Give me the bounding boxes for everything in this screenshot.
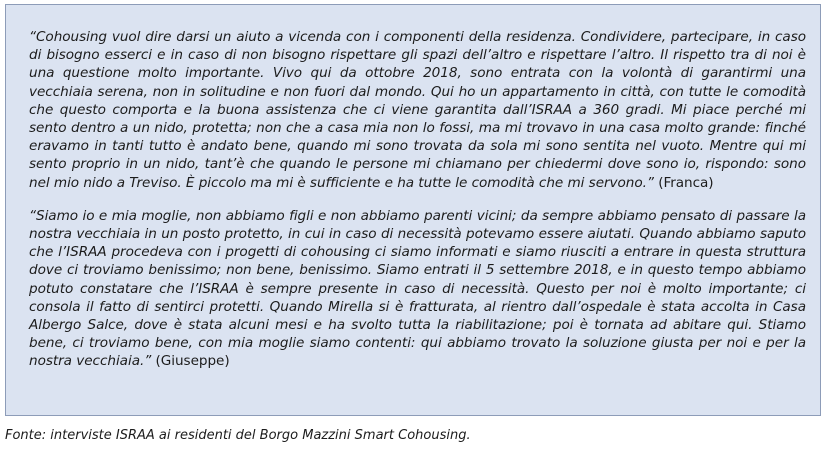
- source-caption: Fonte: interviste ISRAA ai residenti del Borgo Mazzini Smart Cohousing.: [5, 428, 471, 443]
- testimonial-giuseppe: [29, 207, 806, 371]
- testimonial-text: “Siamo io e mia moglie, non abbiamo figli e non abbiamo parenti vicini; da sempre abbiamo pensato di passare la nostra vecchiaia in un posto protetto, in cui in caso di necessità potevamo essere aiutati. Quando abbiamo saputo che l’ISRAA procedeva con i progetti di cohousing ci siamo informati e siamo riusciti a entrare in questa struttura dove ci troviamo benissimo; non bene, benissimo. Siamo entrati il 5 settembre 2018, e in questo tempo abbiamo potuto constatare che l’ISRAA è sempre presente in caso di necessità. Questo per noi è molto importante; ci consola il fatto di sentirci protetti. Quando Mirella si è fratturata, al rientro dall’ospedale è stata accolta in Casa Albergo Salce, dove è stata alcuni mesi e ha svolto tutta la riabilitazione; poi è tornata ad abitare qui. Stiamo bene, ci troviamo bene, con mia moglie siamo contenti: qui abbiamo trovato la soluzione giusta per noi e per la nostra vecchiaia.”: [29, 207, 806, 370]
- testimonial-author: (Giuseppe): [155, 353, 230, 370]
- testimonial-franca: [29, 28, 806, 192]
- testimonial-author: (Franca): [658, 174, 714, 191]
- testimonial-text: “Cohousing vuol dire darsi un aiuto a vicenda con i componenti della residenza. Condividere, partecipare, in caso di bisogno esserci e in caso di non bisogno rispettare gli spazi dell’altro e rispettare l’altro. Il rispetto tra di noi è una questione molto importante. Vivo qui da ottobre 2018, sono entrata con la volontà di garantirmi una vecchiaia serena, non in solitudine e non fuori dal mondo. Qui ho un appartamento in città, con tutte le comodità che questo comporta e la buona assistenza che ci viene garantita dall’ISRAA a 360 gradi. Mi piace perché mi sento dentro a un nido, protetta; non che a casa mia non lo fossi, ma mi trovavo in una casa molto grande: finché eravamo in tanti tutto è andato bene, quando mi sono trovata da sola mi sono sentita nel vuoto. Mentre qui mi sento proprio in un nido, tant’è che quando le persone mi chiamano per chiedermi dove sono io, rispondo: sono nel mio nido a Treviso. È piccolo ma mi è sufficiente e ha tutte le comodità che mi servono.”: [29, 29, 806, 191]
- testimonial-box: [5, 4, 821, 416]
